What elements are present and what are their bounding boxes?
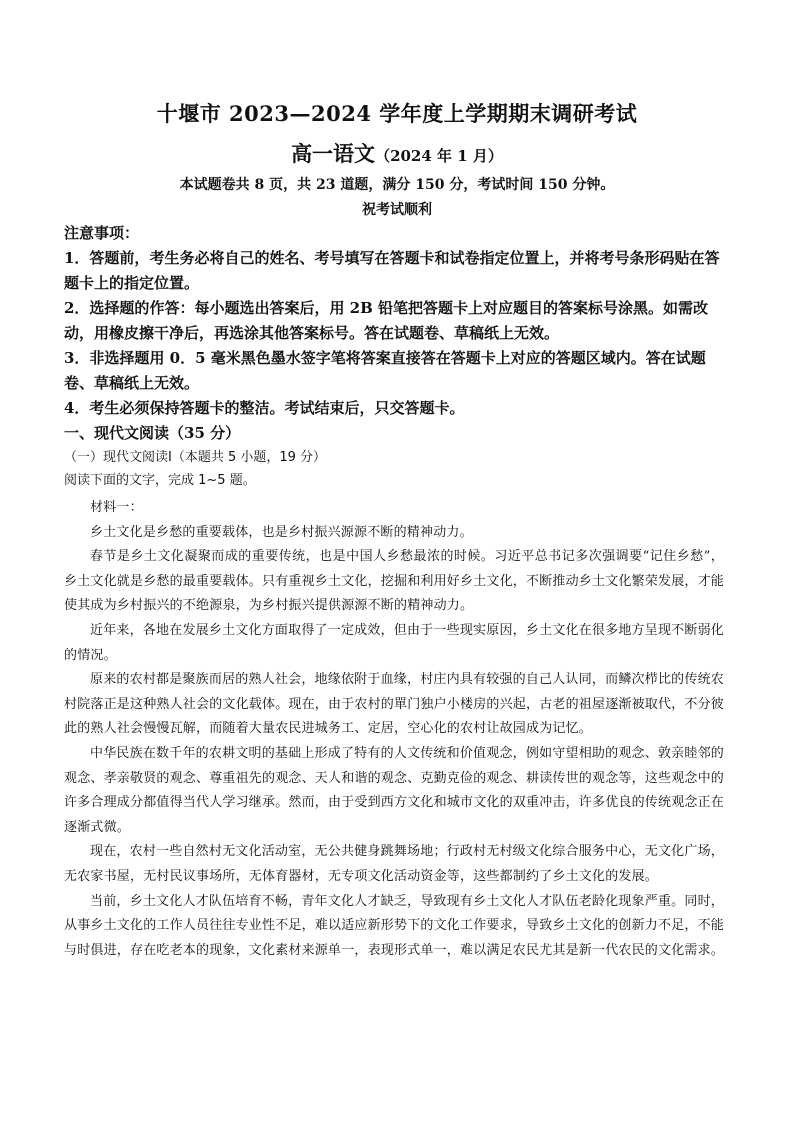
passage-paragraph-2: 春节是乡土文化凝聚而成的重要传统，也是中国人乡愁最浓的时候。习近平总书记多次强调要“记住乡愁”，乡土文化就是乡愁的最重要载体。只有重视乡土文化，挖掘和利用好乡土文化，不断推动乡土文化繁荣发展，才能使其成为乡村振兴的不绝源泉，为乡村振兴提供源源不断的精神动力。	[64, 549, 725, 614]
section-heading: 一、现代文阅读（35 分）	[64, 424, 241, 442]
exam-date: （2024 年 1 月）	[375, 147, 503, 165]
exam-info: 本试题卷共 8 页，共 23 道题，满分 150 分，考试时间 150 分钟。	[179, 177, 615, 193]
material-label: 材料一：	[90, 500, 143, 515]
notes-heading: 注意事项：	[64, 224, 140, 242]
exam-subtitle	[0, 138, 794, 168]
reading-passage	[64, 496, 724, 963]
passage-paragraph-6: 现在，农村一些自然村无文化活动室，无公共健身跳舞场地；行政村无村级文化综合服务中心，无文化广场，无农家书屋，无村民议事场所，无体育器材，无专项文化活动资金等，这些都制约了乡土文化的发展。	[64, 844, 724, 884]
passage-paragraph-4: 原来的农村都是聚族而居的熟人社会，地缘依附于血缘，村庄内具有较强的自己人认同，而鳞次栉比的传统农村院落正是这种熟人社会的文化载体。现在，由于农村的單门独户小楼房的兴起，古老的祖屋逐渐被取代，不分彼此的熟人社会慢慢瓦解，而随着大量农民进城务工、定居，空心化的农村让故园成为记忆。	[64, 672, 725, 737]
notes-item-1: 1．答题前，考生务必将自己的姓名、考号填写在答题卡和试卷指定位置上，并将考号条形码贴在答题卡上的指定位置。	[64, 249, 720, 292]
passage-paragraph-1: 乡土文化是乡愁的重要载体，也是乡村振兴源源不断的精神动力。	[90, 524, 473, 540]
passage-paragraph-5: 中华民族在数千年的农耕文明的基础上形成了特有的人文传统和价值观念，例如守望相助的观念、敦亲睦邻的观念、孝亲敬贤的观念、尊重祖先的观念、天人和谐的观念、克勤克俭的观念、耕读传世的观念等，这些观念中的许多合理成分都值得当代人学习继承。然而，由于受到西方文化和城市文化的双重冲击，许多优良的传统观念正在逐渐式微。	[64, 745, 725, 835]
notes-block	[64, 221, 734, 421]
notes-item-3: 3．非选择题用 0．5 毫米黑色墨水签字笔将答案直接答在答题卡上对应的答题区域内。答在试题卷、草稿纸上无效。	[64, 349, 706, 392]
subject-label: 高一语文	[291, 141, 376, 166]
notes-item-2: 2．选择题的作答：每小题选出答案后，用 2B 铅笔把答题卡上对应题目的答案标号涂黑。如需改动，用橡皮擦干净后，再选涂其他答案标号。答在试题卷、草稿纸上无效。	[64, 299, 709, 342]
sub-section-heading: （一）现代文阅读Ⅰ（本题共 5 小题，19 分）	[64, 450, 327, 465]
notes-item-4: 4．考生必须保持答题卡的整洁。考试结束后，只交答题卡。	[64, 399, 465, 417]
passage-paragraph-7: 当前，乡土文化人才队伍培育不畅，青年文化人才缺乏，导致现有乡土文化人才队伍老龄化现象严重。同时，从事乡土文化的工作人员往往专业性不足，难以适应新形势下的文化工作要求，导致乡土文化的创新力不足，不能与时俱进，存在吃老本的现象，文化素材来源单一，表现形式单一，难以满足农民尤其是新一代农民的文化需求。	[64, 893, 725, 958]
exam-title: 十堰市 2023—2024 学年度上学期期末调研考试	[156, 101, 638, 126]
passage-paragraph-3: 近年来，各地在发展乡土文化方面取得了一定成效，但由于一些现实原因，乡土文化在很多地方呈现不断弱化的情况。	[64, 622, 724, 663]
exam-wish: 祝考试顺利	[362, 202, 432, 218]
reading-instruction: 阅读下面的文字，完成 1~5 题。	[64, 473, 256, 488]
